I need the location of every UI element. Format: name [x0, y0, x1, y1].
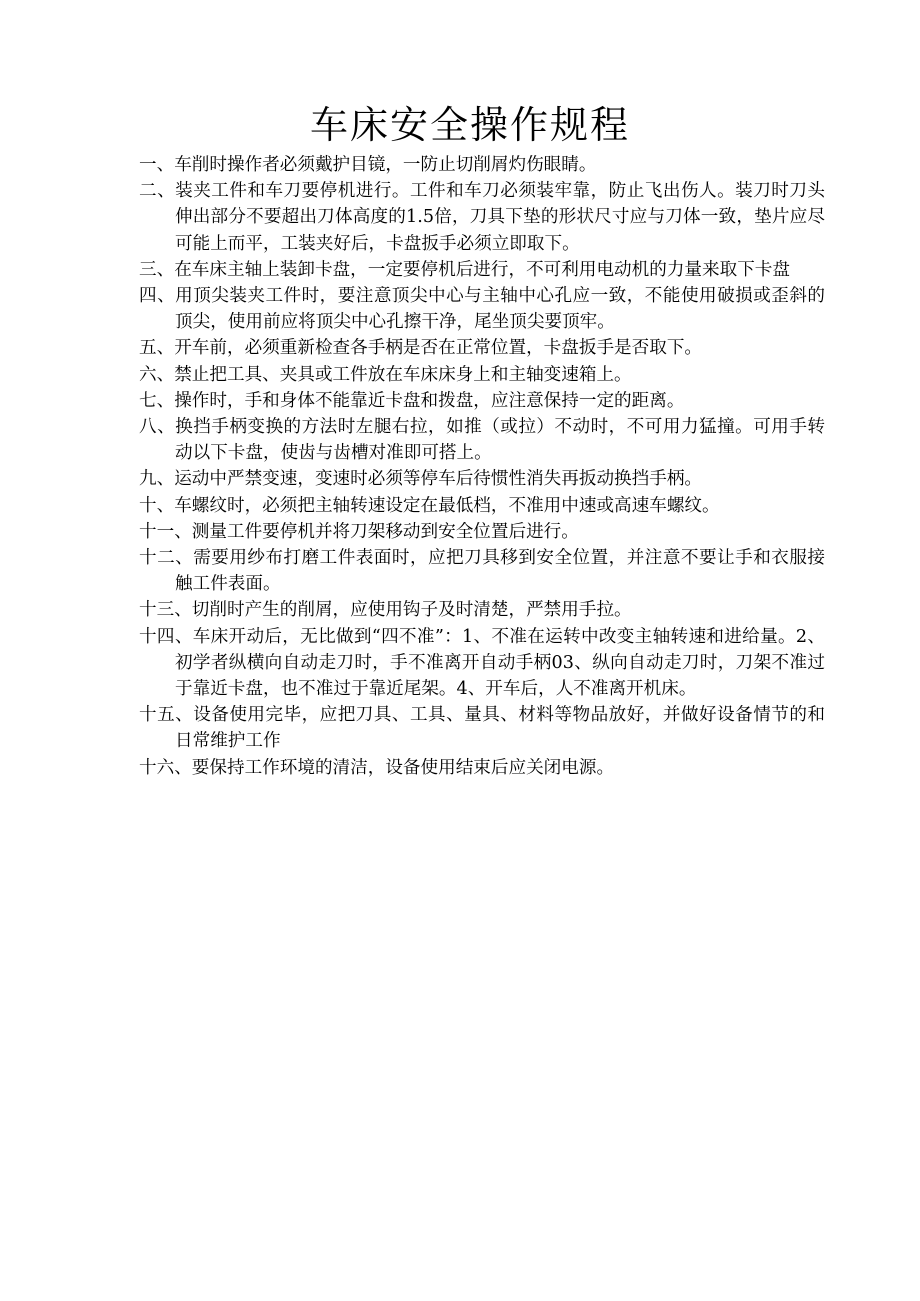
rule-item: 十五、设备使用完毕，应把刀具、工具、量具、材料等物品放好，并做好设备情节的和日常维护工作 — [139, 705, 825, 752]
rule-item: 十四、车床开动后，无比做到“四不准”：1、不准在运转中改变主轴转速和进给量。2、初学者纵横向自动走刀时，手不准离开自动手柄03、纵向自动走刀时，刀架不准过于靠近卡盘，也不准过于靠近尾架。4、开车后，人不准离开机床。 — [139, 626, 825, 700]
rule-item: 二、装夹工件和车刀要停机进行。工件和车刀必须装牢靠，防止飞出伤人。装刀时刀头伸出部分不要超出刀体高度的1.5倍，刀具下垫的形状尺寸应与刀体一致，垫片应尽可能上而平，工装夹好后，卡盘扳手必须立即取下。 — [139, 181, 825, 254]
rule-item: 八、换挡手柄变换的方法时左腿右拉，如推（或拉）不动时，不可用力猛撞。可用手转动以下卡盘，使齿与齿槽对准即可搭上。 — [139, 417, 825, 464]
rule-item: 十三、切削时产生的削屑，应使用钩子及时清楚，严禁用手拉。 — [139, 600, 632, 621]
rule-item: 一、车削时操作者必须戴护目镜，一防止切削屑灼伤眼睛。 — [139, 155, 597, 175]
rule-item: 六、禁止把工具、夹具或工件放在车床床身上和主轴变速箱上。 — [139, 364, 632, 385]
rule-item: 九、运动中严禁变速，变速时必须等停车后待惯性消失再扳动换挡手柄。 — [139, 469, 703, 490]
rule-item: 四、用顶尖装夹工件时，要注意顶尖中心与主轴中心孔应一致，不能使用破损或歪斜的顶尖，使用前应将顶尖中心孔擦干净，尾坐顶尖要顶牢。 — [139, 286, 825, 333]
rule-item: 十、车螺纹时，必须把主轴转速设定在最低档，不准用中速或高速车螺纹。 — [139, 495, 720, 516]
rule-item: 五、开车前，必须重新检查各手柄是否在正常位置，卡盘扳手是否取下。 — [139, 338, 703, 359]
rules-list — [139, 152, 825, 781]
rule-item: 十六、要保持工作环境的清洁，设备使用结束后应关闭电源。 — [139, 757, 615, 778]
rule-item: 七、操作时，手和身体不能靠近卡盘和拨盘，应注意保持一定的距离。 — [139, 390, 685, 411]
rule-item: 十一、测量工件要停机并将刀架移动到安全位置后进行。 — [139, 521, 579, 542]
page-title: 车床安全操作规程 — [309, 103, 630, 147]
rule-item: 十二、需要用纱布打磨工件表面时，应把刀具移到安全位置，并注意不要让手和衣服接触工件表面。 — [139, 548, 825, 595]
rule-item: 三、在车床主轴上装卸卡盘，一定要停机后进行，不可利用电动机的力量来取下卡盘 — [139, 259, 790, 280]
